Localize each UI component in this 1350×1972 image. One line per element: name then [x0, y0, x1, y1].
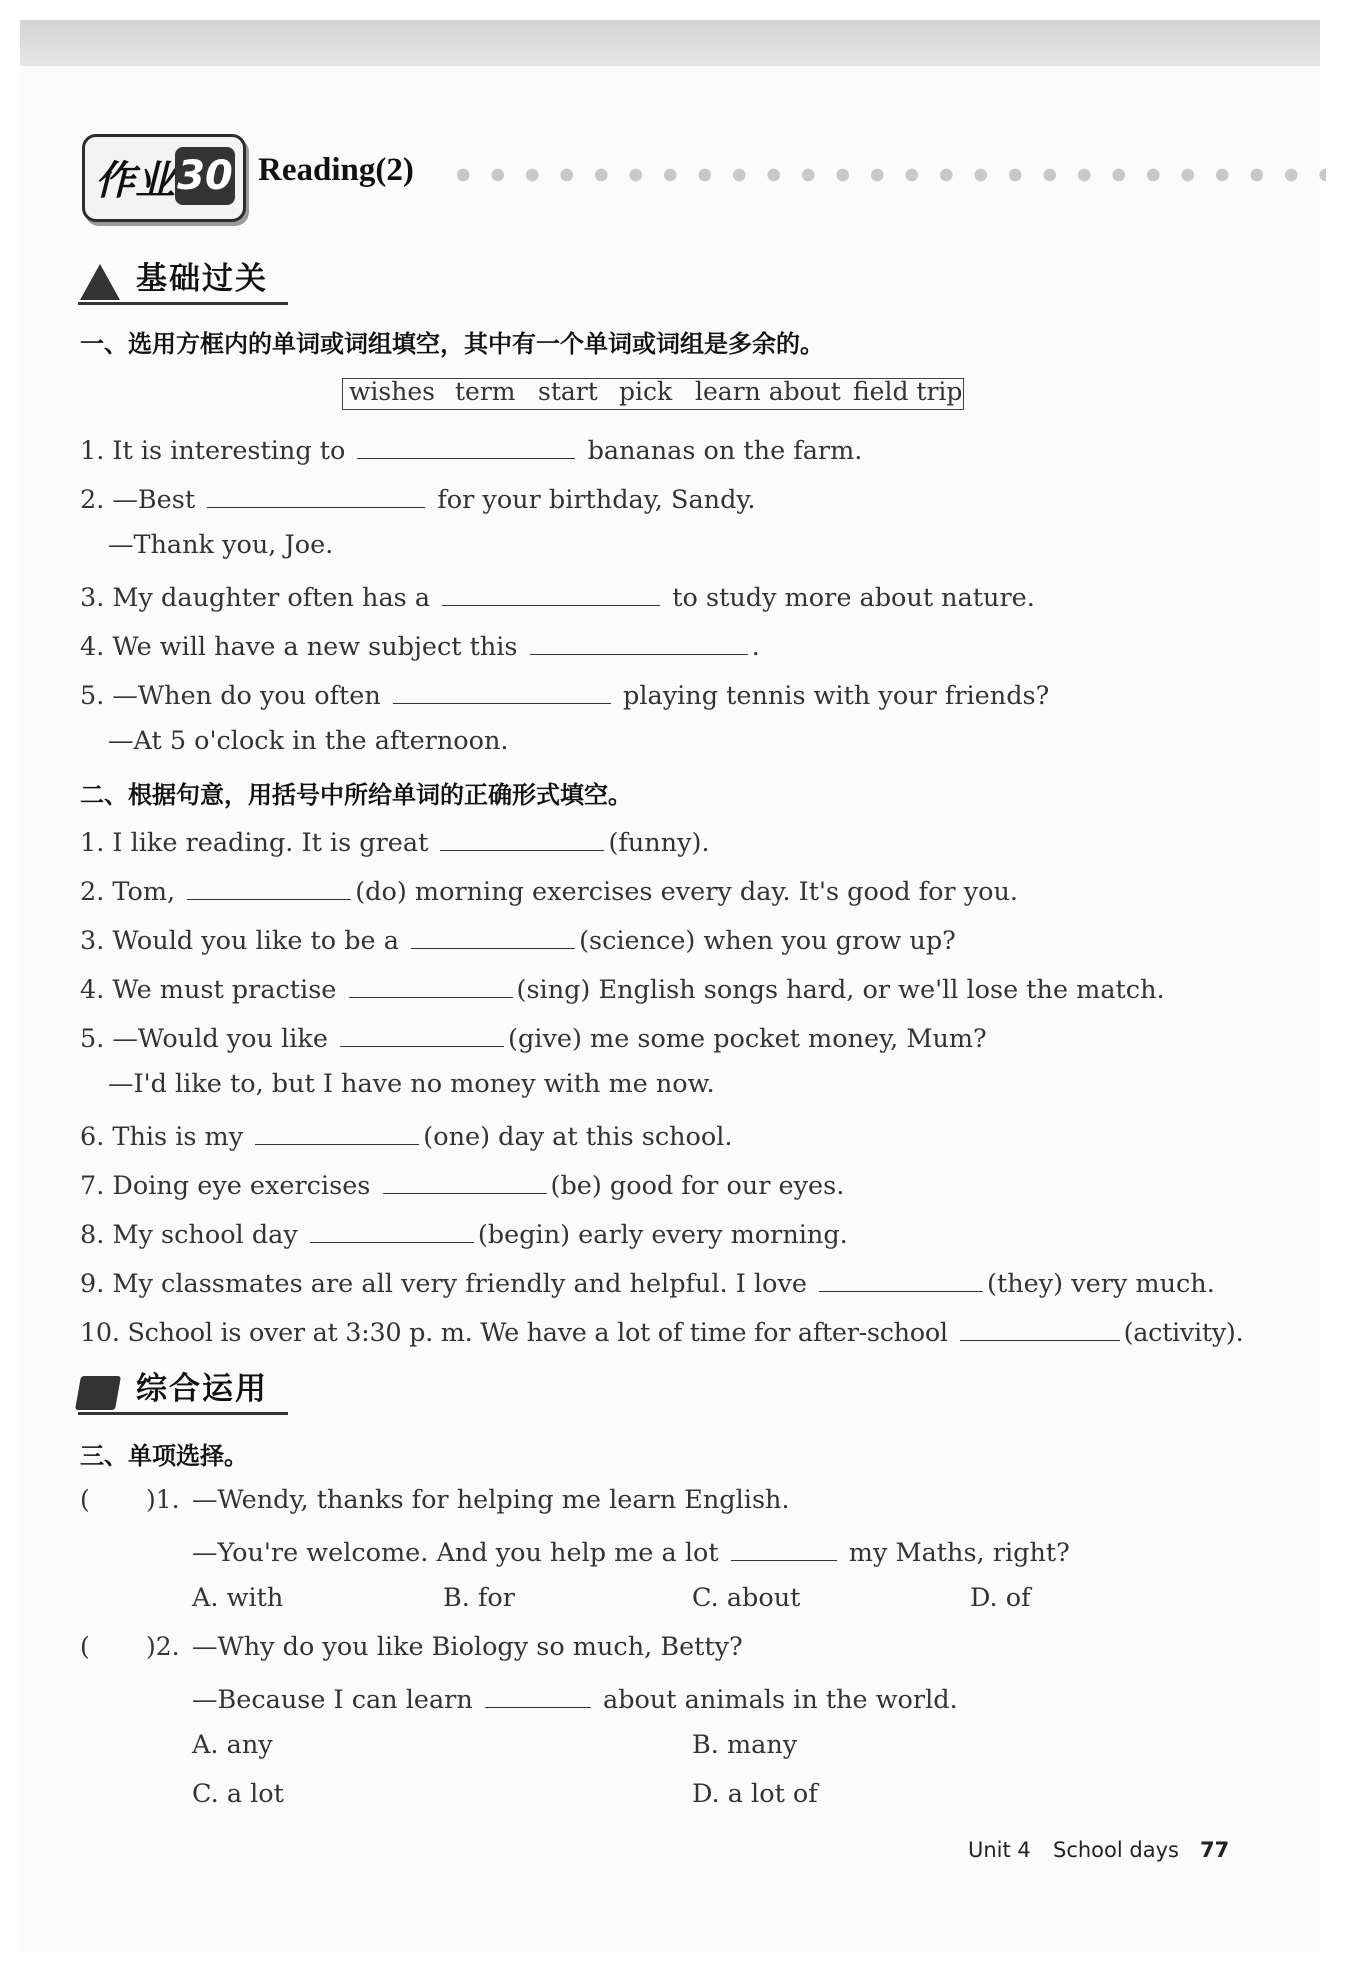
answer-blank[interactable]: [960, 1314, 1120, 1341]
answer-blank[interactable]: [383, 1167, 547, 1194]
exercise-line: 4. We must practise (sing) English songs hard, or we'll lose the match.: [80, 971, 1165, 1005]
exercise-reply: —I'd like to, but I have no money with me now.: [108, 1069, 715, 1099]
answer-blank[interactable]: [442, 579, 660, 606]
question-text: —Why do you like Biology so much, Betty?: [192, 1632, 743, 1662]
answer-blank[interactable]: [411, 922, 575, 949]
answer-blank[interactable]: [207, 481, 425, 508]
answer-blank[interactable]: [349, 971, 513, 998]
answer-paren-open: (: [80, 1485, 90, 1514]
footer-unit: Unit 4: [968, 1838, 1031, 1862]
part2-instruction: 二、根据句意，用括号中所给单词的正确形式填空。: [80, 781, 632, 809]
exercise-line: 4. We will have a new subject this .: [80, 628, 760, 662]
exercise-line: 1. I like reading. It is great (funny).: [80, 824, 710, 858]
option[interactable]: C. a lot: [192, 1779, 284, 1809]
section-title: 综合运用: [136, 1371, 268, 1407]
word-option: field trip: [853, 377, 963, 406]
section-heading-comprehensive: [78, 1362, 288, 1415]
word-option: wishes: [349, 377, 435, 406]
page-number: 77: [1200, 1838, 1230, 1862]
answer-blank[interactable]: [393, 677, 611, 704]
part1-instruction: 一、选用方框内的单词或词组填空，其中有一个单词或词组是多余的。: [80, 330, 824, 358]
exercise-line: 9. My classmates are all very friendly and helpful. I love (they) very much.: [80, 1265, 1215, 1299]
section-heading-basic: [78, 252, 288, 305]
triangle-icon: [80, 264, 120, 300]
answer-blank[interactable]: [819, 1265, 983, 1292]
exercise-line: 1. It is interesting to bananas on the farm.: [80, 432, 862, 466]
question-text: —You're welcome. And you help me a lot my Maths, right?: [192, 1534, 1070, 1568]
exercise-line: 10. School is over at 3:30 p. m. We have a lot of time for after-school (activity).: [80, 1314, 1243, 1348]
exercise-line: 5. —When do you often playing tennis with your friends?: [80, 677, 1049, 711]
option[interactable]: A. any: [192, 1730, 273, 1760]
answer-blank[interactable]: [310, 1216, 474, 1243]
answer-blank[interactable]: [357, 432, 575, 459]
scan-top-band: [20, 20, 1320, 66]
exercise-line: 3. My daughter often has a to study more about nature.: [80, 579, 1035, 613]
block-icon: [75, 1376, 121, 1410]
exercise-line: 3. Would you like to be a (science) when you grow up?: [80, 922, 956, 956]
question-text: —Because I can learn about animals in the world.: [192, 1681, 958, 1715]
dotted-rule: [446, 168, 1326, 182]
answer-blank[interactable]: [440, 824, 604, 851]
option[interactable]: A. with: [192, 1583, 284, 1613]
badge-number: 30: [175, 147, 235, 205]
exercise-reply: —Thank you, Joe.: [108, 530, 334, 560]
option[interactable]: C. about: [692, 1583, 801, 1613]
exercise-line: 2. Tom, (do) morning exercises every day. It's good for you.: [80, 873, 1018, 907]
answer-blank[interactable]: [731, 1534, 837, 1561]
footer-title: School days: [1053, 1838, 1179, 1862]
exercise-line: 5. —Would you like (give) me some pocket money, Mum?: [80, 1020, 987, 1054]
answer-blank[interactable]: [530, 628, 748, 655]
part3-instruction: 三、单项选择。: [80, 1442, 248, 1470]
option[interactable]: B. many: [692, 1730, 798, 1760]
word-box: [342, 378, 964, 410]
question-text: —Wendy, thanks for helping me learn English.: [192, 1485, 790, 1515]
answer-blank[interactable]: [255, 1118, 419, 1145]
lesson-title: Reading(2): [258, 152, 414, 188]
answer-paren-open: (: [80, 1632, 90, 1661]
word-option: start: [538, 377, 598, 406]
word-option: learn about: [695, 377, 841, 406]
answer-blank[interactable]: [485, 1681, 591, 1708]
answer-blank[interactable]: [340, 1020, 504, 1047]
answer-blank[interactable]: [187, 873, 351, 900]
word-option: pick: [619, 377, 673, 406]
word-option: term: [455, 377, 516, 406]
section-title: 基础过关: [136, 261, 268, 297]
exercise-line: 7. Doing eye exercises (be) good for our eyes.: [80, 1167, 844, 1201]
question-number: )2.: [146, 1632, 180, 1661]
option[interactable]: B. for: [443, 1583, 515, 1613]
exercise-reply: —At 5 o'clock in the afternoon.: [108, 726, 509, 756]
badge-label: 作业: [95, 158, 175, 204]
exercise-line: 6. This is my (one) day at this school.: [80, 1118, 733, 1152]
option[interactable]: D. of: [970, 1583, 1031, 1613]
question-number: )1.: [146, 1485, 180, 1514]
exercise-line: 2. —Best for your birthday, Sandy.: [80, 481, 756, 515]
homework-badge: [82, 134, 246, 222]
exercise-line: 8. My school day (begin) early every morning.: [80, 1216, 848, 1250]
option[interactable]: D. a lot of: [692, 1779, 818, 1809]
